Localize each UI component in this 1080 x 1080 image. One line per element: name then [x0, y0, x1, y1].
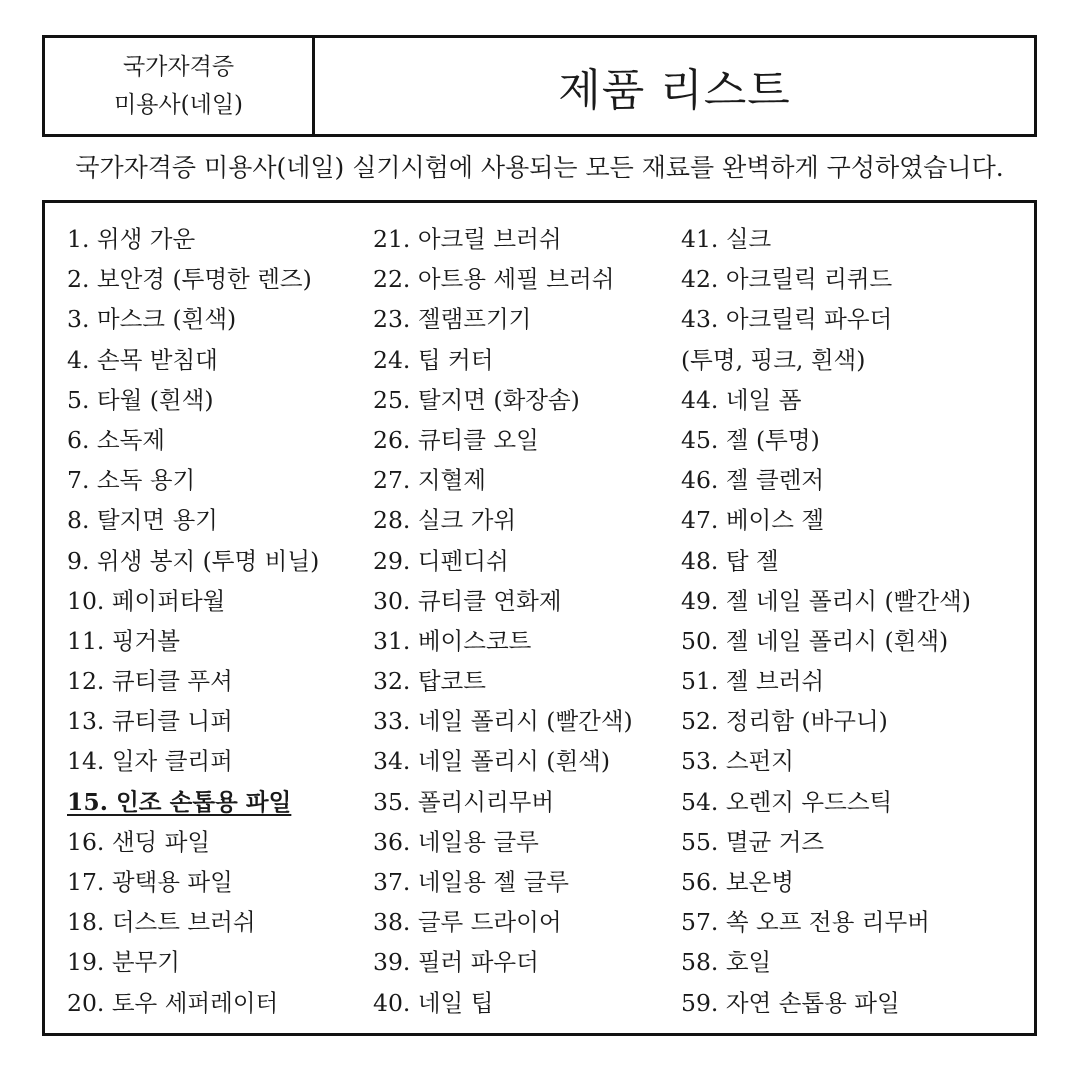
product-item: 57. 쏙 오프 전용 리무버	[681, 908, 930, 937]
product-item: 29. 디펜디쉬	[373, 546, 509, 575]
product-item: 21. 아크릴 브러쉬	[373, 225, 562, 253]
product-item: 12. 큐티클 푸셔	[67, 667, 233, 696]
product-item: 36. 네일용 글루	[373, 827, 539, 856]
certification-line-1: 국가자격증	[122, 54, 235, 80]
product-item: 2. 보안경 (투명한 렌즈)	[67, 265, 312, 294]
product-item: 1. 위생 가운	[67, 225, 196, 253]
product-item: 49. 젤 네일 폴리시 (빨간색)	[681, 586, 971, 615]
product-item: 50. 젤 네일 폴리시 (흰색)	[681, 626, 949, 655]
product-item: 26. 큐티클 오일	[373, 425, 539, 454]
product-item: 46. 젤 클렌저	[681, 466, 825, 495]
product-column-1	[67, 219, 319, 1023]
product-item: 53. 스펀지	[681, 747, 794, 776]
product-item: 5. 타월 (흰색)	[67, 385, 214, 414]
product-item: 4. 손목 받침대	[67, 345, 218, 374]
product-item: 30. 큐티클 연화제	[373, 586, 562, 615]
product-item: 16. 샌딩 파일	[67, 827, 211, 856]
product-item: 37. 네일용 젤 글루	[373, 868, 569, 896]
product-item: 44. 네일 폼	[681, 385, 802, 414]
product-item: 41. 실크	[681, 225, 772, 253]
product-item: 42. 아크릴릭 리퀴드	[681, 265, 893, 294]
page-subtitle: 국가자격증 미용사(네일) 실기시험에 사용되는 모든 재료를 완벽하게 구성하였습니다.	[75, 153, 1004, 182]
product-column-2	[373, 219, 633, 1023]
product-item: 31. 베이스코트	[373, 626, 532, 655]
product-item: 6. 소독제	[67, 425, 165, 454]
product-item: 59. 자연 손톱용 파일	[681, 988, 900, 1017]
page-title: 제품 리스트	[558, 65, 791, 116]
product-item: 39. 필러 파우더	[373, 948, 539, 977]
product-item: 24. 팁 커터	[373, 345, 494, 374]
product-item: 48. 탑 젤	[681, 546, 779, 575]
product-item: 15. 인조 손톱용 파일	[67, 787, 292, 816]
certification-line-2: 미용사(네일)	[113, 92, 244, 118]
product-item: 19. 분무기	[67, 948, 180, 977]
product-item: 13. 큐티클 니퍼	[67, 707, 233, 736]
product-item: 8. 탈지면 용기	[67, 506, 218, 535]
product-item: 18. 더스트 브러쉬	[67, 908, 256, 937]
header-box	[42, 35, 1037, 137]
product-item: 32. 탑코트	[373, 667, 486, 696]
product-item: 10. 페이퍼타월	[67, 586, 226, 615]
product-item: 47. 베이스 젤	[681, 506, 825, 535]
product-item: 43. 아크릴릭 파우더	[681, 305, 893, 334]
product-item: 52. 정리함 (바구니)	[681, 707, 888, 736]
product-item: 40. 네일 팁	[373, 988, 494, 1017]
product-item: 14. 일자 클리퍼	[67, 747, 233, 776]
product-item: 25. 탈지면 (화장솜)	[373, 385, 580, 414]
product-item: 7. 소독 용기	[67, 466, 196, 495]
product-item: 22. 아트용 세필 브러쉬	[373, 265, 615, 294]
product-item: 28. 실크 가위	[373, 506, 517, 535]
product-item: 51. 젤 브러쉬	[681, 667, 825, 696]
certification-label	[45, 38, 315, 134]
product-item: (투명, 핑크, 흰색)	[681, 345, 866, 374]
product-item: 45. 젤 (투명)	[681, 425, 820, 454]
product-item: 54. 오렌지 우드스틱	[681, 787, 893, 816]
product-item: 35. 폴리시리무버	[373, 787, 555, 816]
product-item: 56. 보온병	[681, 868, 794, 896]
product-item: 11. 핑거볼	[67, 626, 180, 655]
product-item: 38. 글루 드라이어	[373, 908, 562, 937]
product-item: 27. 지혈제	[373, 466, 486, 495]
product-item: 33. 네일 폴리시 (빨간색)	[373, 707, 633, 736]
product-item: 9. 위생 봉지 (투명 비닐)	[67, 546, 320, 575]
product-item: 23. 젤램프기기	[373, 305, 532, 334]
product-column-3	[681, 219, 971, 1023]
product-item: 20. 토우 세퍼레이터	[67, 988, 279, 1017]
product-item: 55. 멸균 거즈	[681, 827, 825, 856]
product-item: 34. 네일 폴리시 (흰색)	[373, 747, 611, 776]
product-item: 3. 마스크 (흰색)	[67, 305, 237, 334]
product-item: 17. 광택용 파일	[67, 868, 233, 896]
product-item: 58. 호일	[681, 948, 772, 977]
product-list	[42, 200, 1037, 1036]
